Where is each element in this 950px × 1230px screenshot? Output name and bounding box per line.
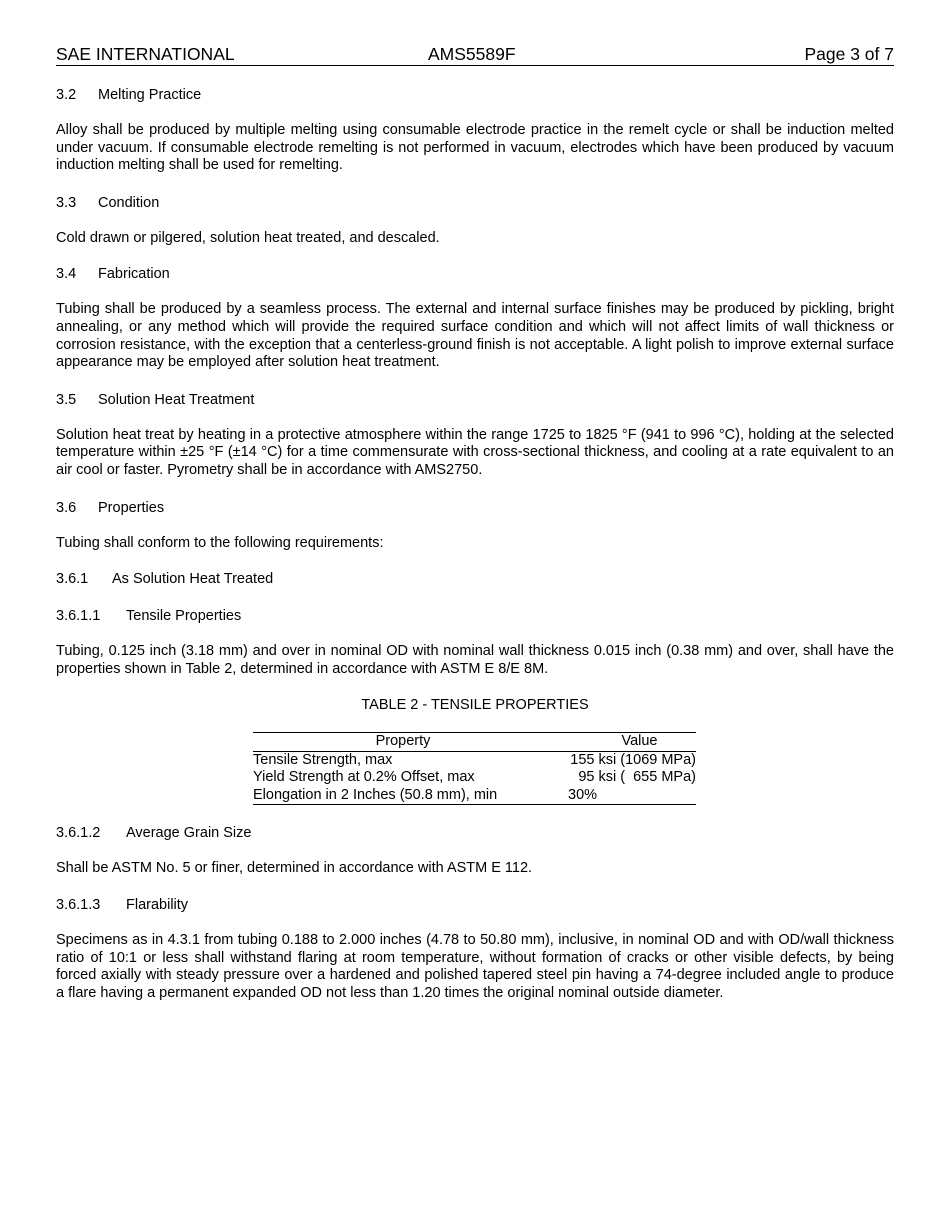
table-header-row [253,733,696,752]
table-cell-value: 30% [553,787,696,805]
section-title: As Solution Heat Treated [112,571,274,588]
page-header [56,44,894,66]
section-number: 3.5 [56,391,77,408]
section-body-3-3: Cold drawn or pilgered, solution heat treated, and descaled. [56,229,440,246]
table-row [253,769,696,787]
header-page-number: Page 3 of 7 [804,44,894,64]
section-heading-3-2 [56,86,894,104]
table-title: TABLE 2 - TENSILE PROPERTIES [361,697,589,714]
section-title: Melting Practice [98,87,202,103]
section-heading-3-4 [56,265,894,283]
section-heading-3-6-1-1 [56,607,894,625]
header-org: SAE INTERNATIONAL [56,44,235,64]
section-title: Average Grain Size [126,825,252,842]
table-cell-value: 155 ksi (1069 MPa) [570,751,696,768]
section-number: 3.6.1.2 [56,825,101,842]
section-number: 3.6.1.3 [56,896,101,913]
section-body-3-6: Tubing shall conform to the following requirements: [56,534,384,551]
table-row [253,787,696,805]
table-cell-property: Elongation in 2 Inches (50.8 mm), min [253,787,553,805]
table-cell-property: Yield Strength at 0.2% Offset, max [253,769,475,786]
table-row [253,751,696,769]
section-number: 3.6.1.1 [56,608,101,625]
section-number: 3.2 [56,87,77,103]
document-page [56,44,894,1002]
section-title: Fabrication [98,266,170,283]
section-title: Solution Heat Treatment [98,391,255,408]
section-title: Condition [98,194,160,211]
section-body-3-2: Alloy shall be produced by multiple melting using consumable electrode practice in the remelt cycle or shall be induction melted under vacuum. If consumable electrode remelting is not performed in vacuum, electrodes which have been produced by vacuum induction melting shall be used for remelting. [56,122,894,174]
section-heading-3-6-1-2 [56,824,894,842]
section-title: Properties [98,499,165,516]
column-header-property: Property [253,733,553,752]
section-title: Flarability [126,896,189,913]
section-number: 3.4 [56,266,77,283]
header-doc-number: AMS5589F [428,44,516,64]
section-heading-3-3 [56,194,894,212]
section-number: 3.3 [56,194,77,211]
section-heading-3-5 [56,391,894,409]
section-number: 3.6.1 [56,571,89,588]
section-heading-3-6-1 [56,570,894,588]
table-cell-property: Tensile Strength, max [253,751,393,768]
section-body-3-6-1-2: Shall be ASTM No. 5 or finer, determined in accordance with ASTM E 112. [56,860,533,877]
column-header-value: Value [553,733,696,752]
section-number: 3.6 [56,499,77,516]
section-title: Tensile Properties [126,608,242,625]
section-body-3-6-1-1: Tubing, 0.125 inch (3.18 mm) and over in nominal OD with nominal wall thickness 0.015 inch (0.38 mm) and over, shall have the properties shown in Table 2, determined in accordance with ASTM E 8/E 8M. [56,643,894,677]
section-heading-3-6-1-3 [56,896,894,914]
table-cell-value: 95 ksi ( 655 MPa) [578,769,696,786]
tensile-properties-table [253,732,696,805]
section-heading-3-6 [56,499,894,517]
section-body-3-5: Solution heat treat by heating in a protective atmosphere within the range 1725 to 1825 °F (941 to 996 °C), holding at the selected temperature within ±25 °F (±14 °C) for a time commensurate with cross-sectional thickness, and cooling at a rate equivalent to an air cool or faster. Pyrometry shall be in accordance with AMS2750. [56,426,894,478]
section-body-3-4: Tubing shall be produced by a seamless process. The external and internal surface finishes may be produced by pickling, bright annealing, or any method which will provide the required surface condition and which will not affect limits of wall thickness or corrosion resistance, with the exception that a centerless-ground finish is not acceptable. A light polish to improve external surface appearance may be employed after solution heat treatment. [56,301,894,371]
section-body-3-6-1-3: Specimens as in 4.3.1 from tubing 0.188 to 2.000 inches (4.78 to 50.80 mm), inclusive, in nominal OD and with OD/wall thickness ratio of 10:1 or less shall withstand flaring at room temperature, without formation of cracks or other visible defects, by being forced axially with steady pressure over a hardened and polished tapered steel pin having a 74-degree included angle to produce a flare having a permanent expanded OD not less than 1.20 times the original nominal outside diameter. [56,931,894,1001]
